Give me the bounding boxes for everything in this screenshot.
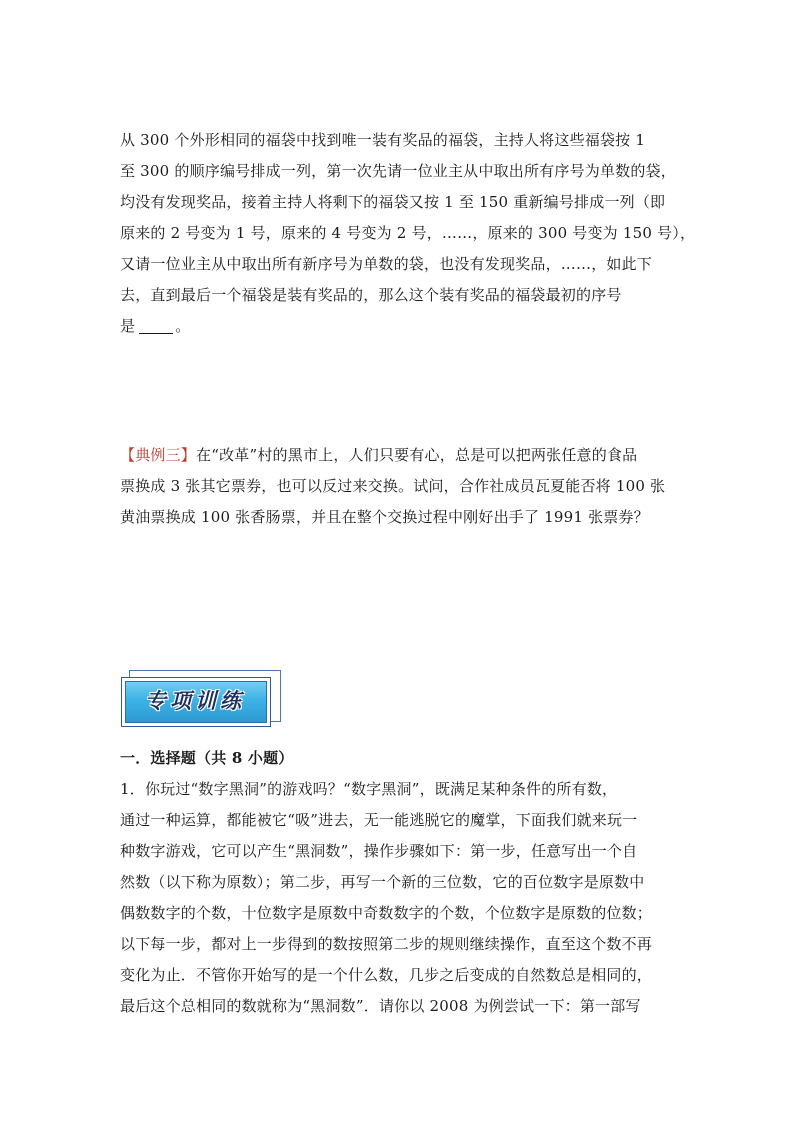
paragraph-line: 票换成 3 张其它票券，也可以反过来交换。试问，合作社成员瓦夏能否将 100 张 (120, 477, 666, 495)
paragraph-line: 均没有发现奖品，接着主持人将剩下的福袋又按 1 至 150 重新编号排成一列（即 (120, 193, 666, 211)
paragraph-line: 至 300 的顺序编号排成一列，第一次先请一位业主从中取出所有序号为单数的袋， (120, 162, 676, 180)
question-line: 1．你玩过“数字黑洞”的游戏吗？“数字黑洞”，既满足某种条件的所有数， (120, 780, 618, 798)
paragraph-line: 原来的 2 号变为 1 号，原来的 4 号变为 2 号，……，原来的 300 号变为 150 号）， (120, 224, 696, 242)
question-line: 以下每一步，都对上一步得到的数按照第二步的规则继续操作，直至这个数不再 (120, 935, 653, 953)
section-banner (121, 670, 281, 730)
question-line: 变化为止．不管你开始写的是一个什么数，几步之后变成的自然数总是相同的， (120, 966, 653, 984)
paragraph-line: 又请一位业主从中取出所有新序号为单数的袋，也没有发现奖品，……，如此下 (120, 255, 653, 273)
choice-section (120, 743, 680, 1022)
paragraph-line: 黄油票换成 100 张香肠票，并且在整个交换过程中刚好出手了 1991 张票券？ (120, 508, 649, 526)
answer-suffix: 。 (175, 317, 191, 335)
problem-paragraph (120, 125, 696, 342)
question-line: 通过一种运算，都能被它“吸”进去，无一能逃脱它的魔掌，下面我们就来玩一 (120, 811, 638, 829)
answer-prefix: 是 (120, 317, 136, 335)
answer-blank[interactable] (139, 317, 173, 334)
section-title: 一．选择题（共 8 小题） (120, 749, 294, 767)
paragraph-line: 从 300 个外形相同的福袋中找到唯一装有奖品的福袋，主持人将这些福袋按 1 (120, 131, 646, 149)
example-first-line (120, 440, 680, 471)
question-line: 然数（以下称为原数）；第二步，再写一个新的三位数，它的百位数字是原数中 (120, 873, 645, 891)
question-line: 最后这个总相同的数就称为“黑洞数”．请你以 2008 为例尝试一下：第一部写 (120, 997, 641, 1015)
example-tag: 【典例三】 (120, 446, 197, 464)
paragraph-line: 去，直到最后一个福袋是装有奖品的，那么这个装有奖品的福袋最初的序号 (120, 286, 622, 304)
banner-label: 专项训练 (145, 689, 245, 713)
paragraph-line-last (120, 311, 680, 342)
example-first-line-text: 在“改革”村的黑市上，人们只要有心，总是可以把两张任意的食品 (196, 446, 638, 464)
question-line: 偶数数字的个数，十位数字是原数中奇数数字的个数，个位数字是原数的位数； (120, 904, 653, 922)
question-line: 种数字游戏，它可以产生“黑洞数”，操作步骤如下：第一步，任意写出一个自 (120, 842, 638, 860)
example-three-paragraph (120, 440, 680, 533)
